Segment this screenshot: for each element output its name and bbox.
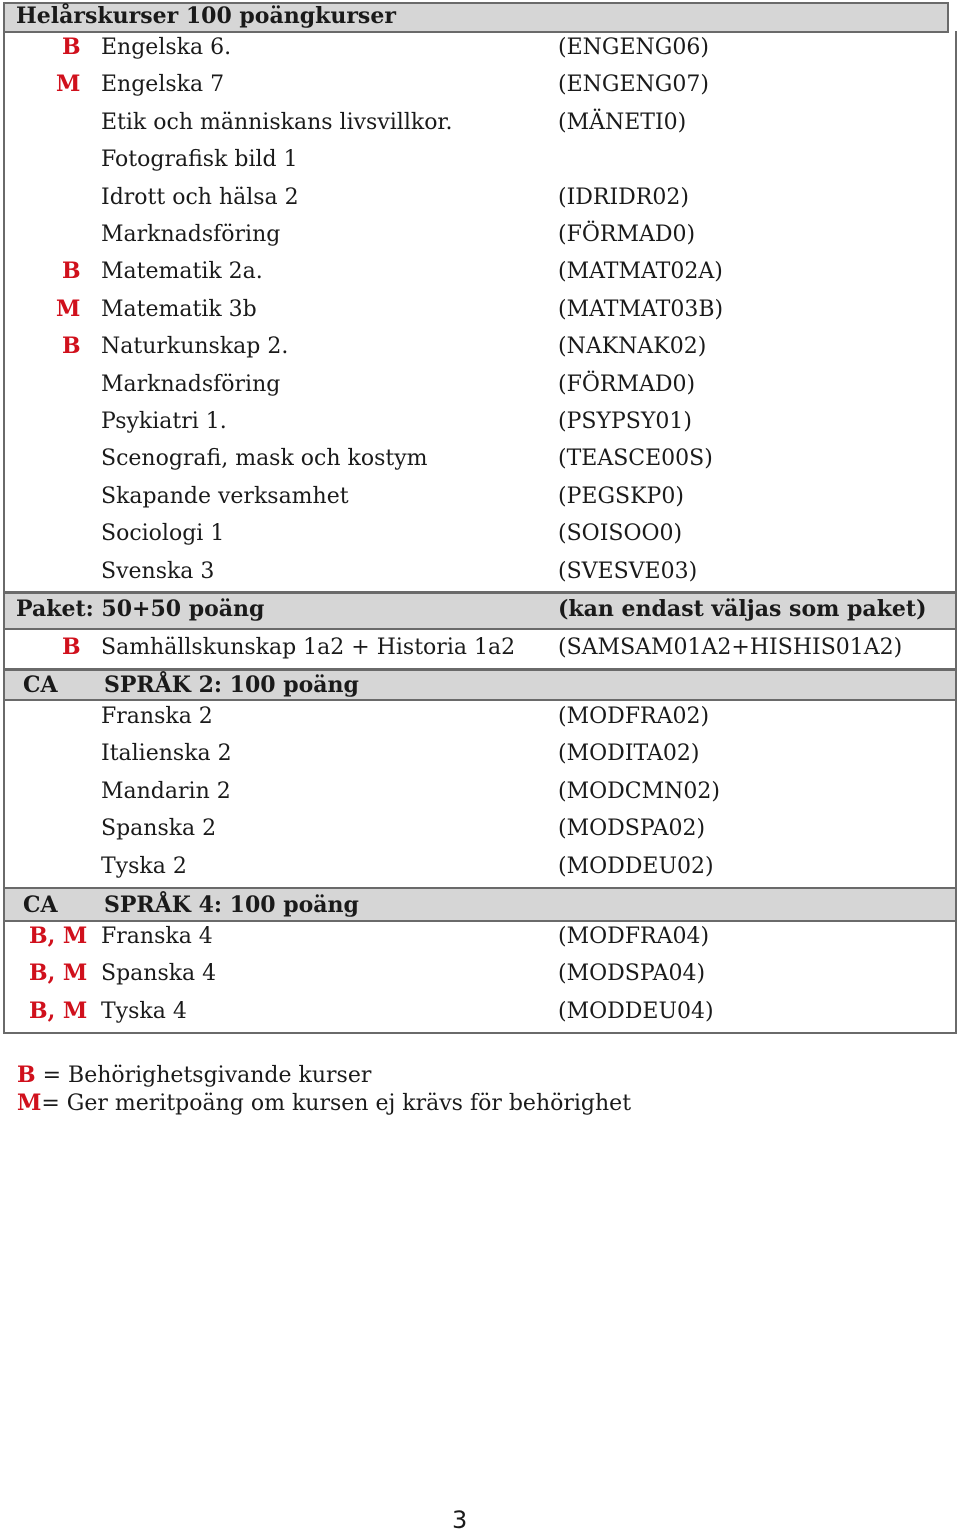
course-row — [0, 328, 960, 365]
course-row — [0, 993, 960, 1030]
course-mark: B — [62, 258, 81, 285]
course-name: Psykiatri 1. — [101, 409, 227, 434]
course-code: (PSYPSY01) — [558, 409, 692, 434]
course-name: Mandarin 2 — [101, 778, 231, 804]
package-title: Paket: 50+50 poäng — [16, 596, 265, 622]
course-row — [0, 141, 960, 178]
course-name: Sociologi 1 — [101, 521, 225, 547]
course-mark: B — [62, 634, 81, 660]
package-row — [0, 629, 960, 666]
course-name: Matematik 3b — [101, 296, 257, 322]
course-code: (MODSPA04) — [558, 961, 706, 987]
course-name: Marknadsföring — [101, 371, 281, 397]
course-row — [0, 698, 960, 735]
course-code: (MODFRA04) — [558, 924, 710, 949]
language-4-tag: CA — [23, 892, 58, 918]
legend-b — [17, 1062, 371, 1088]
course-mark: M — [56, 71, 81, 98]
course-row — [0, 515, 960, 552]
course-code: (MODFRA02) — [558, 704, 710, 729]
language-4-title: SPRÅK 4: 100 poäng — [104, 892, 359, 918]
course-name: Spanska 4 — [101, 961, 217, 987]
page-number: 3 — [452, 1506, 468, 1534]
legend-text: = Ger meritpoäng om kursen ej krävs för behörighet — [41, 1091, 632, 1116]
course-name: Tyska 2 — [101, 853, 187, 879]
course-code: (SVESVE03) — [558, 558, 698, 584]
course-row — [0, 955, 960, 992]
package-note: (kan endast väljas som paket) — [558, 596, 927, 622]
course-mark: B — [62, 333, 81, 360]
course-row — [0, 66, 960, 103]
course-name: Fotografisk bild 1 — [101, 147, 298, 173]
course-row — [0, 291, 960, 328]
course-name: Italienska 2 — [101, 741, 232, 767]
section-title: Helårskurser 100 poängkurser — [16, 3, 396, 29]
course-name: Engelska 6. — [101, 35, 232, 60]
course-code: (MODDEU04) — [558, 998, 714, 1024]
legend-m — [17, 1090, 631, 1116]
course-code: (SOISOO0) — [558, 521, 683, 547]
course-name: Naturkunskap 2. — [101, 334, 289, 360]
course-name: Samhällskunskap 1a2 + Historia 1a2 — [101, 635, 516, 660]
course-code: (MATMAT03B) — [558, 296, 724, 322]
course-mark: B, M — [29, 960, 88, 987]
language-2-tag: CA — [23, 672, 58, 698]
course-name: Skapande verksamhet — [101, 483, 349, 509]
language-2-title: SPRÅK 2: 100 poäng — [104, 672, 359, 698]
course-name: Engelska 7 — [101, 72, 225, 98]
course-name: Idrott och hälsa 2 — [101, 184, 299, 210]
course-row — [0, 810, 960, 847]
course-row — [0, 735, 960, 772]
course-name: Svenska 3 — [101, 558, 215, 584]
course-row — [0, 104, 960, 141]
course-code: (FÖRMAD0) — [558, 371, 696, 397]
course-name: Franska 2 — [101, 704, 213, 729]
course-code: (MODCMN02) — [558, 778, 720, 804]
course-code: (PEGSKP0) — [558, 483, 684, 509]
course-code: (MODITA02) — [558, 741, 700, 767]
course-name: Matematik 2a. — [101, 259, 263, 285]
course-row — [0, 29, 960, 66]
course-name: Scenografi, mask och kostym — [101, 446, 428, 472]
course-code: (NAKNAK02) — [558, 334, 707, 360]
course-code: (TEASCE00S) — [558, 446, 713, 472]
course-row — [0, 773, 960, 810]
course-code: (IDRIDR02) — [558, 184, 689, 210]
course-name: Franska 4 — [101, 924, 213, 949]
course-name: Spanska 2 — [101, 816, 217, 842]
course-name: Marknadsföring — [101, 222, 281, 247]
legend-key: B — [17, 1062, 36, 1088]
course-row — [0, 848, 960, 885]
course-code: (MATMAT02A) — [558, 259, 723, 285]
course-row — [0, 553, 960, 590]
course-code: (SAMSAM01A2+HISHIS01A2) — [558, 635, 903, 660]
course-code: (FÖRMAD0) — [558, 222, 696, 247]
course-code: (MODDEU02) — [558, 853, 714, 879]
course-mark: B — [62, 34, 81, 60]
course-row — [0, 478, 960, 515]
course-name: Tyska 4 — [101, 998, 187, 1024]
legend-key: M — [17, 1090, 42, 1116]
course-code: (ENGENG07) — [558, 72, 709, 98]
course-row — [0, 366, 960, 403]
course-mark: B, M — [29, 923, 88, 949]
course-mark: B, M — [29, 997, 88, 1024]
course-mark: M — [56, 295, 81, 322]
course-row — [0, 179, 960, 216]
course-row — [0, 403, 960, 440]
course-row — [0, 216, 960, 253]
course-code: (MÄNETI0) — [558, 109, 687, 135]
legend-text: = Behörighetsgivande kurser — [35, 1063, 372, 1088]
course-row — [0, 918, 960, 955]
course-row — [0, 253, 960, 290]
course-code: (MODSPA02) — [558, 816, 706, 842]
course-row — [0, 440, 960, 477]
course-name: Etik och människans livsvillkor. — [101, 109, 453, 135]
course-code: (ENGENG06) — [558, 35, 709, 60]
